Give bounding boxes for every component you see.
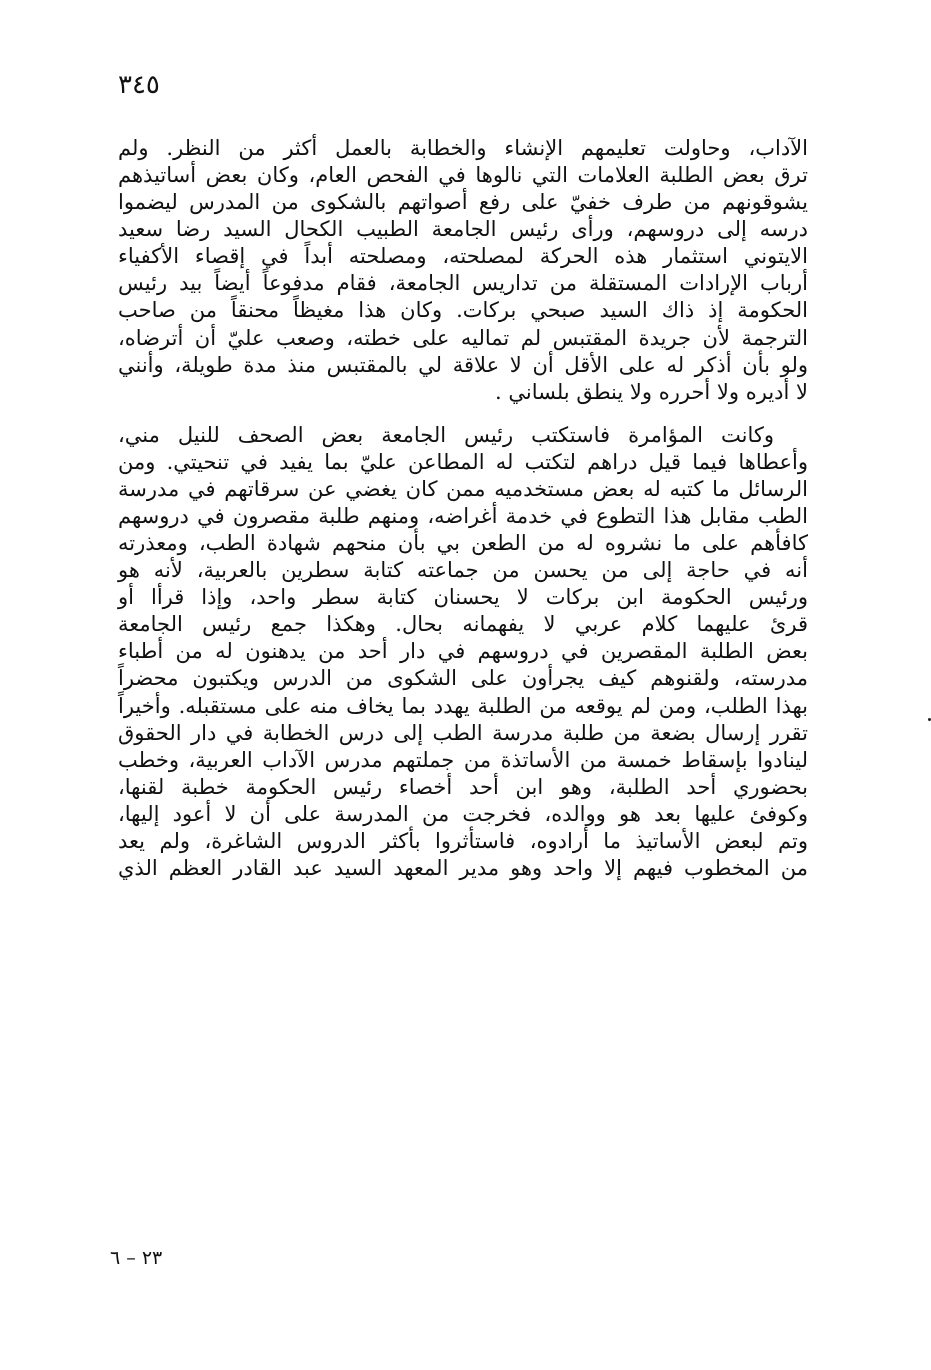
paragraph-2 (118, 422, 808, 882)
text-line: تقرر إرسال بضعة من طلبة مدرسة الطب إلى درس الخطابة في دار الحقوق (118, 720, 808, 745)
text-line: من المخطوب فيهم إلا واحد وهو مدير المعهد السيد عبد القادر العظم الذي (118, 856, 808, 881)
text-line: الرسائل ما كتبه له بعض مستخدميه ممن كان يغضي عن سرقاتهم في مدرسة (118, 476, 808, 501)
text-line: الترجمة لأن جريدة المقتبس لم تماليه على خطته، وصعب عليّ أن أترضاه، (118, 325, 808, 350)
text-line: الطب مقابل هذا التطوع في خدمة أغراضه، ومنهم طلبة مقصرون في دروسهم (118, 504, 808, 529)
text-line: الحكومة إذ ذاك السيد صبحي بركات. وكان هذا مغيظاً محنقاً من صاحب (118, 298, 808, 323)
text-line: أرباب الإرادات المستقلة من تداريس الجامعة، فقام مدفوعاً أيضاً بيد رئيس (118, 271, 808, 296)
text-line: درسه إلى دروسهم، ورأى رئيس الجامعة الطبيب الكحال السيد رضا سعيد (118, 217, 808, 242)
text-line: وأعطاها فيما قيل دراهم لتكتب له المطاعن عليّ بما يفيد في تنحيتي. ومن (118, 449, 808, 474)
text-line: وتم لبعض الأساتيذ ما أرادوه، فاستأثروا بأكثر الدروس الشاغرة، ولم يعد (118, 828, 808, 853)
text-line: بهذا الطلب، ومن لم يوقعه من الطلبة يهدد بما يخاف منه على مستقبله. وأخيراً (118, 693, 808, 718)
paragraph-1 (118, 135, 808, 406)
text-line: كافأهم على ما نشروه له من الطعن بي بأن منحهم شهادة الطب، ومعذرته (118, 531, 808, 556)
text-line: قرئ عليهما كلام عربي لا يفهمانه بحال. وهكذا جمع رئيس الجامعة (118, 612, 808, 637)
text-line: لا أديره ولا أحرره ولا ينطق بلساني . (495, 379, 808, 404)
text-line: ترق بعض الطلبة العلامات التي نالوها في الفحص العام، وكان بعض أساتيذهم (118, 163, 808, 188)
text-line: وكوفئ عليها بعد هو ووالده، فخرجت من المدرسة على أن لا أعود إليها، (118, 801, 808, 826)
signature-mark: ٢٣ – ٦ (110, 1247, 163, 1269)
text-line: لينادوا بإسقاط خمسة من الأساتذة من جملتهم مدرس الآداب العربية، وخطب (118, 747, 808, 772)
text-line: بعض الطلبة المقصرين في دروسهم في دار أحد من يدهنون له من أطباء (118, 639, 808, 664)
text-line: الآداب، وحاولت تعليمهم الإنشاء والخطابة بالعمل أكثر من النظر. ولم (118, 136, 808, 160)
text-line: ورئيس الحكومة ابن بركات لا يحسنان كتابة سطر واحد، وإذا قرأا أو (118, 585, 808, 610)
text-line: وكانت المؤامرة فاستكتب رئيس الجامعة بعض الصحف للنيل مني، (118, 422, 774, 447)
text-line: يشوقونهم من طرف خفيّ على رفع أصواتهم بالشكوى من المدرس ليضموا (118, 190, 808, 215)
text-line: بحضوري أحد الطلبة، وهو ابن أحد أخصاء رئيس الحكومة خطبة لقنها، (118, 774, 808, 799)
body-text (118, 135, 808, 882)
text-line: مدرسته، ولقنوهم كيف يجرأون على الشكوى من الدرس ويكتبون محضراً (118, 666, 808, 691)
page-number: ٣٤٥ (118, 70, 160, 100)
text-line: ولو بأن أذكر له على الأقل أن لا علاقة لي بالمقتبس منذ مدة طويلة، وأنني (118, 352, 808, 377)
text-line: الايتوني استثمار هذه الحركة لمصلحته، ومصلحته أبداً في إقصاء الأكفياء (118, 244, 808, 269)
text-line: أنه في حاجة إلى من يحسن من جماعته كتابة سطرين بالعربية، لأنه هو (118, 558, 808, 583)
